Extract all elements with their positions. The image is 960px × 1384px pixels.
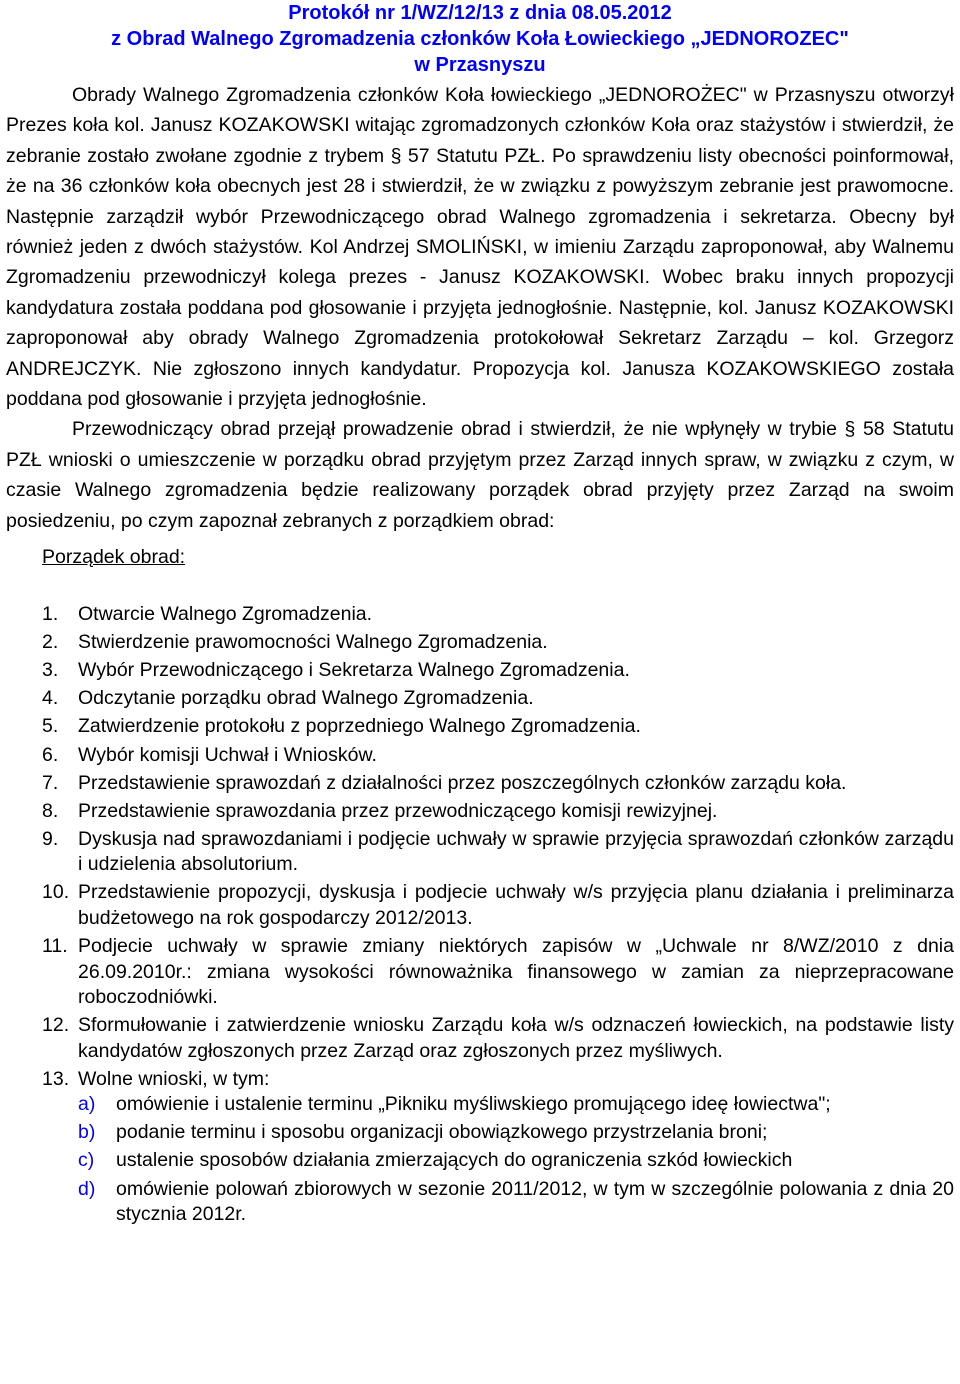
agenda-item-text: Wybór Przewodniczącego i Sekretarza Walnego Zgromadzenia. <box>78 659 630 682</box>
agenda-item <box>6 799 954 825</box>
agenda-item <box>6 686 954 712</box>
agenda-item-text: Przedstawienie sprawozdania przez przewodniczącego komisji rewizyjnej. <box>78 799 718 822</box>
agenda-item-number: 12. <box>42 1014 70 1037</box>
sub-item-letter: c) <box>78 1149 95 1172</box>
sub-item <box>78 1120 954 1146</box>
agenda-item-number: 10. <box>42 881 70 904</box>
agenda-item-text: Dyskusja nad sprawozdaniami i podjęcie uchwały w sprawie przyjęcia sprawozdań członków zarządu i udzielenia absolutorium. <box>78 827 954 876</box>
agenda-item-number: 6. <box>42 743 59 766</box>
agenda-item-text: Przedstawienie sprawozdań z działalności przez poszczególnych członków zarządu koła. <box>78 771 847 794</box>
agenda-heading: Porządek obrad: <box>42 546 186 569</box>
agenda-item-number: 1. <box>42 603 59 626</box>
agenda-item-text: Wybór komisji Uchwał i Wniosków. <box>78 743 377 766</box>
sub-item-letter: b) <box>78 1121 96 1144</box>
sub-item <box>78 1177 954 1228</box>
sub-item <box>78 1092 954 1118</box>
agenda-item <box>6 658 954 684</box>
agenda-item <box>6 934 954 1011</box>
agenda-item-text: Odczytanie porządku obrad Walnego Zgromadzenia. <box>78 687 534 710</box>
agenda-item-number: 4. <box>42 687 59 710</box>
agenda-item-text: Przedstawienie propozycji, dyskusja i podjecie uchwały w/s przyjęcia planu działania i preliminarza budżetowego na rok gospodarczy 2012/2013. <box>78 881 954 929</box>
agenda-item-text: Sformułowanie i zatwierdzenie wniosku Zarządu koła w/s odznaczeń łowieckich, na podstawie listy kandydatów zgłoszonych przez Zarząd oraz zgłoszonych przez myśliwych. <box>78 1014 954 1062</box>
agenda-item <box>6 771 954 797</box>
agenda-item-number: 9. <box>42 827 59 850</box>
sub-item-letter: a) <box>78 1093 96 1116</box>
agenda-item <box>6 880 954 931</box>
agenda-item <box>6 714 954 740</box>
agenda-item <box>6 1013 954 1064</box>
document-header <box>6 0 954 78</box>
agenda-item <box>6 630 954 656</box>
agenda-item-number: 2. <box>42 631 59 654</box>
protocol-title: Protokół nr 1/WZ/12/13 z dnia 08.05.2012 <box>288 2 672 24</box>
sub-item-text: omówienie polowań zbiorowych w sezonie 2011/2012, w tym w szczególnie polowania z dnia 20 stycznia 2012r. <box>116 1177 954 1225</box>
sub-item-text: omówienie i ustalenie terminu „Pikniku myśliwskiego promującego ideę łowiectwa"; <box>116 1093 831 1116</box>
sub-item-text: ustalenie sposobów działania zmierzających do ograniczenia szkód łowieckich <box>116 1149 793 1172</box>
agenda-item <box>6 827 954 878</box>
opening-paragraph: Obrady Walnego Zgromadzenia członków Koła łowieckiego „JEDNOROŻEC" w Przasnyszu otworzył Prezes koła kol. Janusz KOZAKOWSKI witając zgromadzonych członków Koła oraz stażystów i stwierdził, że zebranie zostało zwołane zgodnie z trybem § 57 Statutu PZŁ. Po sprawdzeniu listy obecności poinformował, że na 36 członków koła obecnych jest 28 i stwierdził, że w związku z powyższym zebranie jest prawomocne. Następnie zarządził wybór Przewodniczącego obrad Walnego zgromadzenia i sekretarza. Obecny był również jeden z dwóch stażystów. Kol Andrzej SMOLIŃSKI, w imieniu Zarządu zaproponował, aby Walnemu Zgromadzeniu przewodniczył kolega prezes - Janusz KOZAKOWSKI. Wobec braku innych propozycji kandydatura została poddana pod głosowanie i przyjęta jednogłośnie. Następnie, kol. Janusz KOZAKOWSKI zaproponował aby obrady Walnego Zgromadzenia protokołował Sekretarz Zarządu – kol. Grzegorz ANDREJCZYK. Nie zgłoszono innych kandydatur. Propozycja kol. Janusza KOZAKOWSKIEGO została poddana pod głosowanie i przyjęta jednogłośnie. <box>6 84 954 411</box>
sub-item <box>78 1148 954 1174</box>
sub-item-text: podanie terminu i sposobu organizacji obowiązkowego przystrzelania broni; <box>116 1121 768 1144</box>
agenda-intro-paragraph: Przewodniczący obrad przejął prowadzenie obrad i stwierdził, że nie wpłynęły w trybie § 58 Statutu PZŁ wnioski o umieszczenie w porządku obrad przyjętym przez Zarząd innych spraw, w związku z czym, w czasie Walnego zgromadzenia będzie realizowany porządek obrad przyjęty przez Zarząd na swoim posiedzeniu, po czym zapoznał zebranych z porządkiem obrad: <box>6 418 954 532</box>
sub-item-letter: d) <box>78 1177 96 1200</box>
agenda-item-number: 3. <box>42 659 59 682</box>
protocol-location: w Przasnyszu <box>414 54 546 76</box>
agenda-item-number: 5. <box>42 715 59 738</box>
document-page <box>6 0 954 1230</box>
agenda-item <box>6 602 954 628</box>
protocol-subtitle: z Obrad Walnego Zgromadzenia członków Koła Łowieckiego „JEDNOROZEC" <box>111 28 849 50</box>
agenda-list <box>6 602 954 1227</box>
agenda-item-number: 13. <box>42 1067 70 1090</box>
agenda-item-text: Stwierdzenie prawomocności Walnego Zgromadzenia. <box>78 631 548 654</box>
agenda-item-text: Otwarcie Walnego Zgromadzenia. <box>78 603 373 626</box>
agenda-item-text: Wolne wnioski, w tym: <box>78 1067 270 1090</box>
agenda-item <box>6 743 954 769</box>
agenda-item-number: 8. <box>42 799 59 822</box>
agenda-item <box>6 1067 954 1228</box>
agenda-item-text: Podjecie uchwały w sprawie zmiany niektórych zapisów w „Uchwale nr 8/WZ/2010 z dnia 26.09.2010r.: zmiana wysokości równoważnika finansowego w zamian za nieprzepracowane roboczodniówki. <box>78 935 954 1009</box>
agenda-item-number: 11. <box>42 935 68 958</box>
agenda-item-number: 7. <box>42 771 59 794</box>
sub-item-list <box>78 1092 954 1227</box>
agenda-item-text: Zatwierdzenie protokołu z poprzedniego Walnego Zgromadzenia. <box>78 715 641 738</box>
